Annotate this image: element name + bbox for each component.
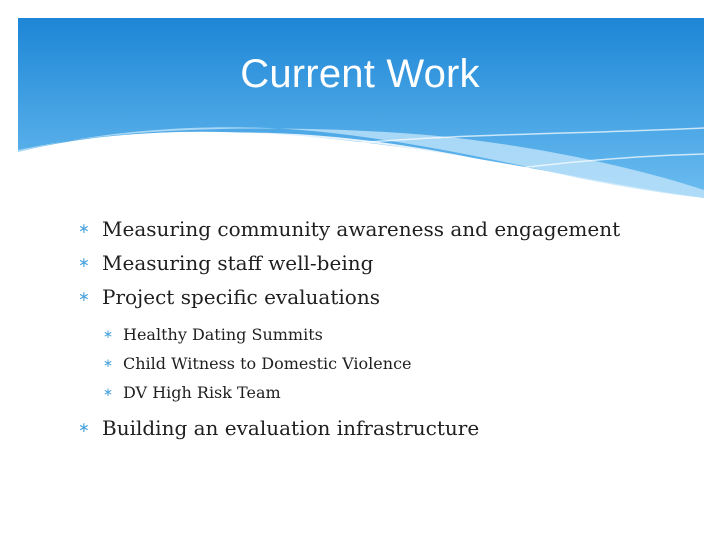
sub-bullet-text: Healthy Dating Summits	[123, 325, 323, 344]
bullet-text: Measuring staff well-being	[102, 251, 374, 275]
bullet-asterisk-icon: ∗	[78, 420, 90, 436]
sub-bullet-text: Child Witness to Domestic Violence	[123, 354, 412, 373]
bullet-text: Measuring community awareness and engagement	[102, 217, 621, 241]
bullet-text: Building an evaluation infrastructure	[102, 416, 480, 440]
bullet-asterisk-icon: ∗	[103, 356, 114, 370]
bullet-text: Project specific evaluations	[102, 285, 380, 309]
bullet-item	[78, 246, 698, 280]
bullet-list	[78, 212, 698, 445]
sub-bullet-item	[78, 349, 698, 378]
bullet-item	[78, 280, 698, 314]
bullet-asterisk-icon: ∗	[78, 255, 90, 271]
bullet-asterisk-icon: ∗	[78, 289, 90, 305]
slide-title: Current Work	[240, 52, 480, 96]
bullet-asterisk-icon: ∗	[103, 327, 114, 341]
sub-bullet-text: DV High Risk Team	[123, 383, 281, 402]
sub-bullet-item	[78, 378, 698, 407]
title-banner	[18, 18, 704, 198]
bullet-asterisk-icon: ∗	[78, 221, 90, 237]
bullet-item	[78, 212, 698, 246]
banner-wave-graphic	[18, 18, 704, 198]
bullet-item	[78, 411, 698, 445]
bullet-asterisk-icon: ∗	[103, 385, 114, 399]
sub-bullet-item	[78, 320, 698, 349]
